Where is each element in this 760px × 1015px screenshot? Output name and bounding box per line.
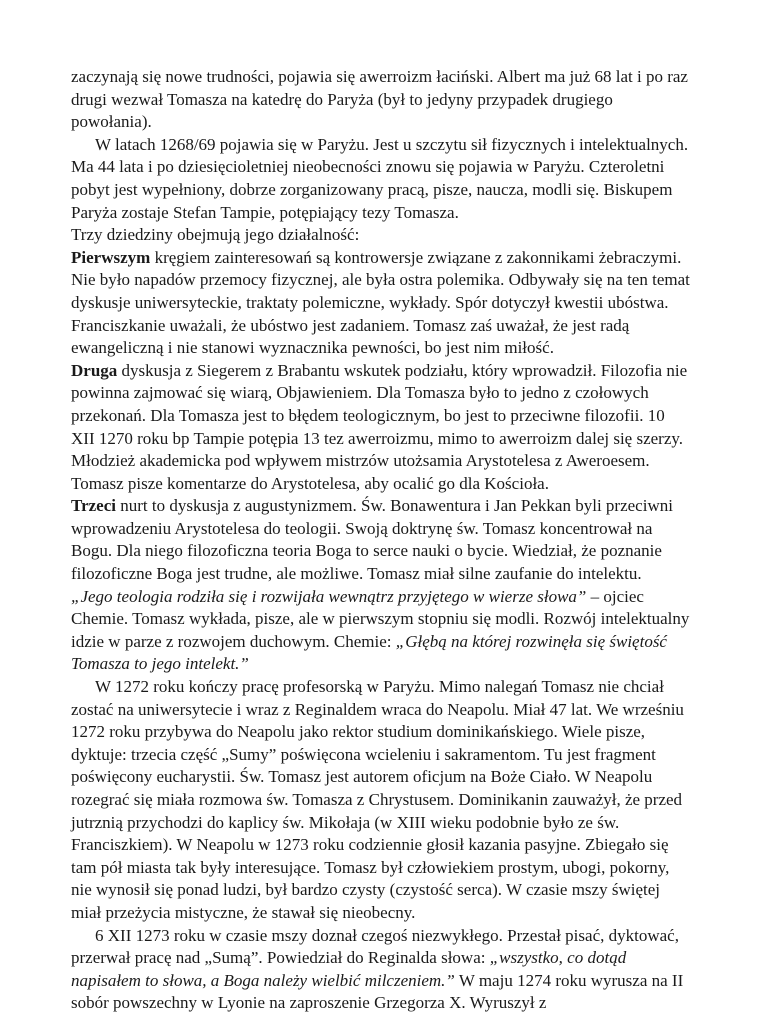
paragraph-9-text-end: W maju 1274 roku wyrusza na II sobór powszechny w Lyonie na zaproszenie Grzegorza X. Wyruszył z	[71, 970, 684, 1013]
paragraph-6-lead: Trzeci	[71, 496, 116, 516]
paragraph-4-lead: Pierwszym	[71, 247, 151, 267]
paragraph-7-quote-2: „Głębą na której rozwinęła się świętość Tomasza to jego intelekt.”	[71, 631, 667, 674]
paragraph-7-text: – ojciec Chemie. Tomasz wykłada, pisze, ale w pierwszym stopniu się modli. Rozwój intelektualny idzie w parze z rozwojem duchowym. Chemie:	[71, 586, 690, 651]
paragraph-6	[71, 495, 691, 585]
paragraph-9-quote: „wszystko, co dotąd napisałem to słowa, a Boga należy wielbić milczeniem.”	[71, 948, 627, 990]
paragraph-9	[71, 925, 691, 1015]
paragraph-6-text: nurt to dyskusja z augustynizmem. Św. Bonawentura i Jan Pekkan byli przeciwni wprowadzeniu Arystotelesa do teologii. Swoją doktrynę św. Tomasz koncentrował na Bogu. Dla niego filozoficzna teoria Boga to serce nauki o bycie. Wiedział, że poznanie filozoficzne Boga jest trudne, ale możliwe. Tomasz miał silne zaufanie do intelektu.	[71, 496, 673, 584]
document-page	[71, 66, 691, 1015]
paragraph-5-lead: Druga	[71, 360, 118, 380]
paragraph-9-text-start: 6 XII 1273 roku w czasie mszy doznał czegoś niezwykłego. Przestał pisać, dyktować, przerwał pracę nad „Sumą”. Powiedział do Reginalda słowa:	[71, 925, 679, 968]
paragraph-4	[71, 247, 691, 360]
paragraph-5	[71, 360, 691, 496]
paragraph-5-text: dyskusja z Siegerem z Brabantu wskutek podziału, który wprowadził. Filozofia nie powinna zajmować się wiarą, Objawieniem. Dla Tomasza było to jedno z czołowych przekonań. Dla Tomasza jest to błędem teologicznym, bo jest to przeciwne filozofii. 10 XII 1270 roku bp Tampie potępia 13 tez awerroizmu, mimo to awerroizm dalej się szerzy. Młodzież akademicka pod wpływem mistrzów utożsamia Arystotelesa z Aweroesem. Tomasz pisze komentarze do Arystotelesa, aby ocalić go dla Kościoła.	[71, 360, 688, 493]
paragraph-7	[71, 586, 691, 676]
paragraph-1: zaczynają się nowe trudności, pojawia się awerroizm łaciński. Albert ma już 68 lat i po raz drugi wezwał Tomasza na katedrę do Paryża (był to jedyny przypadek drugiego powołania).	[71, 67, 688, 132]
paragraph-3: Trzy dziedziny obejmują jego działalność:	[71, 225, 360, 245]
paragraph-7-quote-1: „Jego teologia rodziła się i rozwijała wewnątrz przyjętego w wierze słowa”	[71, 586, 587, 606]
paragraph-8: W 1272 roku kończy pracę profesorską w Paryżu. Mimo nalegań Tomasz nie chciał zostać na uniwersytecie i wraz z Reginaldem wraca do Neapolu. Miał 47 lat. We wrześniu 1272 roku przybywa do Neapolu jako rektor studium dominikańskiego. Wiele pisze, dyktuje: trzecia część „Sumy” poświęcona wcieleniu i sakramentom. Tu jest fragment poświęcony eucharystii. Św. Tomasz jest autorem oficjum na Boże Ciało. W Neapolu rozegrać się miała rozmowa św. Tomasza z Chrystusem. Dominikanin zauważył, że przed jutrznią przychodzi do kaplicy św. Mikołaja (w XIII wieku podobnie było ze św. Franciszkiem). W Neapolu w 1273 roku codziennie głosił kazania pasyjne. Zbiegało się tam pół miasta tak były interesujące. Tomasz był człowiekiem prostym, ubogi, pokorny, nie wynosił się ponad ludzi, był bardzo czysty (czystość serca). W czasie mszy świętej miał przeżycia mistyczne, że stawał się nieobecny.	[71, 677, 684, 922]
paragraph-2: W latach 1268/69 pojawia się w Paryżu. Jest u szczytu sił fizycznych i intelektualnych. Ma 44 lata i po dziesięcioletniej nieobecności znowu się pojawia w Paryżu. Czteroletni pobyt jest wypełniony, dobrze zorganizowany pracą, pisze, naucza, modli się. Biskupem Paryża zostaje Stefan Tampie, potępiający tezy Tomasza.	[71, 134, 689, 222]
paragraph-4-text: kręgiem zainteresowań są kontrowersje związane z zakonnikami żebraczymi. Nie było napadów przemocy fizycznej, ale była ostra polemika. Odbywały się na ten temat dyskusje uniwersyteckie, traktaty polemiczne, wykłady. Spór dotyczył kwestii ubóstwa. Franciszkanie uważali, że ubóstwo jest zadaniem. Tomasz zaś uważał, że jest radą ewangeliczną i nie stanowi wyznacznika pewności, bo jest nim miłość.	[71, 247, 690, 358]
